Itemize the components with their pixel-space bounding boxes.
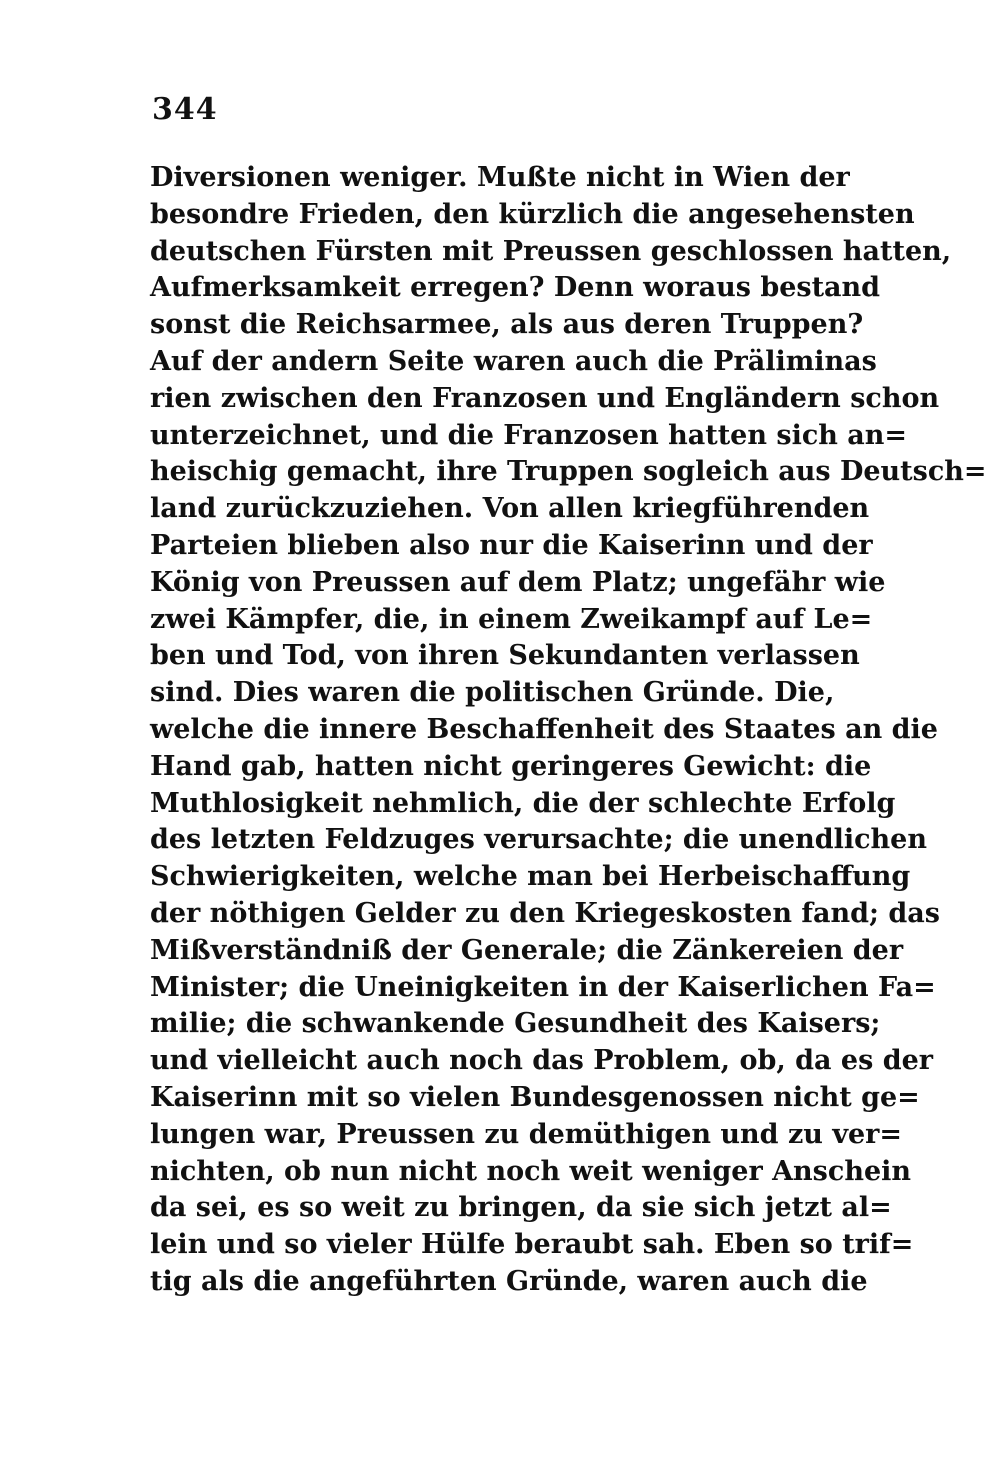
text-line: der nöthigen Gelder zu den Kriegeskosten fand; das — [150, 897, 940, 929]
body-text — [150, 160, 987, 1301]
text-line: Kaiserinn mit so vielen Bundesgenossen nicht ge= — [150, 1081, 920, 1113]
text-line: Auf der andern Seite waren auch die Präliminas — [150, 345, 877, 377]
text-line: deutschen Fürsten mit Preussen geschlossen hatten, — [150, 235, 952, 267]
text-line: und vielleicht auch noch das Problem, ob, da es der — [150, 1045, 933, 1077]
text-line: zwei Kämpfer, die, in einem Zweikampf auf Le= — [150, 603, 873, 635]
text-line: sind. Dies waren die politischen Gründe. Die, — [150, 677, 835, 709]
text-line: König von Preussen auf dem Platz; ungefähr wie — [150, 566, 886, 598]
text-line: lungen war, Preussen zu demüthigen und zu ver= — [150, 1118, 903, 1150]
text-line: Aufmerksamkeit erregen? Denn woraus bestand — [150, 272, 881, 304]
text-line: besondre Frieden, den kürzlich die angesehensten — [150, 198, 915, 230]
text-line: Schwierigkeiten, welche man bei Herbeischaffung — [150, 861, 911, 893]
text-line: lein und so vieler Hülfe beraubt sah. Eben so trif= — [150, 1229, 914, 1261]
text-line: des letzten Feldzuges verursachte; die unendlichen — [150, 824, 927, 856]
text-line: milie; die schwankende Gesundheit des Kaisers; — [150, 1008, 881, 1040]
text-line: Muthlosigkeit nehmlich, die der schlechte Erfolg — [150, 787, 896, 819]
text-line: Hand gab, hatten nicht geringeres Gewicht: die — [150, 750, 872, 782]
text-line: nichten, ob nun nicht noch weit weniger Anschein — [150, 1155, 912, 1187]
text-line: Minister; die Uneinigkeiten in der Kaiserlichen Fa= — [150, 971, 936, 1003]
text-line: welche die innere Beschaffenheit des Staates an die — [150, 713, 938, 745]
page-number: 344 — [152, 92, 218, 127]
text-line: Parteien blieben also nur die Kaiserinn und der — [150, 529, 873, 561]
text-line: Diversionen weniger. Mußte nicht in Wien der — [150, 162, 850, 193]
text-line: Mißverständniß der Generale; die Zänkereien der — [150, 934, 904, 966]
text-line: da sei, es so weit zu bringen, da sie sich jetzt al= — [150, 1192, 892, 1224]
text-line: heischig gemacht, ihre Truppen sogleich aus Deutsch= — [150, 456, 987, 488]
text-line: rien zwischen den Franzosen und Engländern schon — [150, 382, 940, 414]
text-line: sonst die Reichsarmee, als aus deren Truppen? — [150, 309, 864, 341]
text-line: unterzeichnet, und die Franzosen hatten sich an= — [150, 419, 908, 451]
text-line: land zurückzuziehen. Von allen kriegführenden — [150, 493, 870, 525]
text-line: ben und Tod, von ihren Sekundanten verlassen — [150, 640, 860, 672]
text-line: tig als die angeführten Gründe, waren auch die — [150, 1265, 868, 1297]
